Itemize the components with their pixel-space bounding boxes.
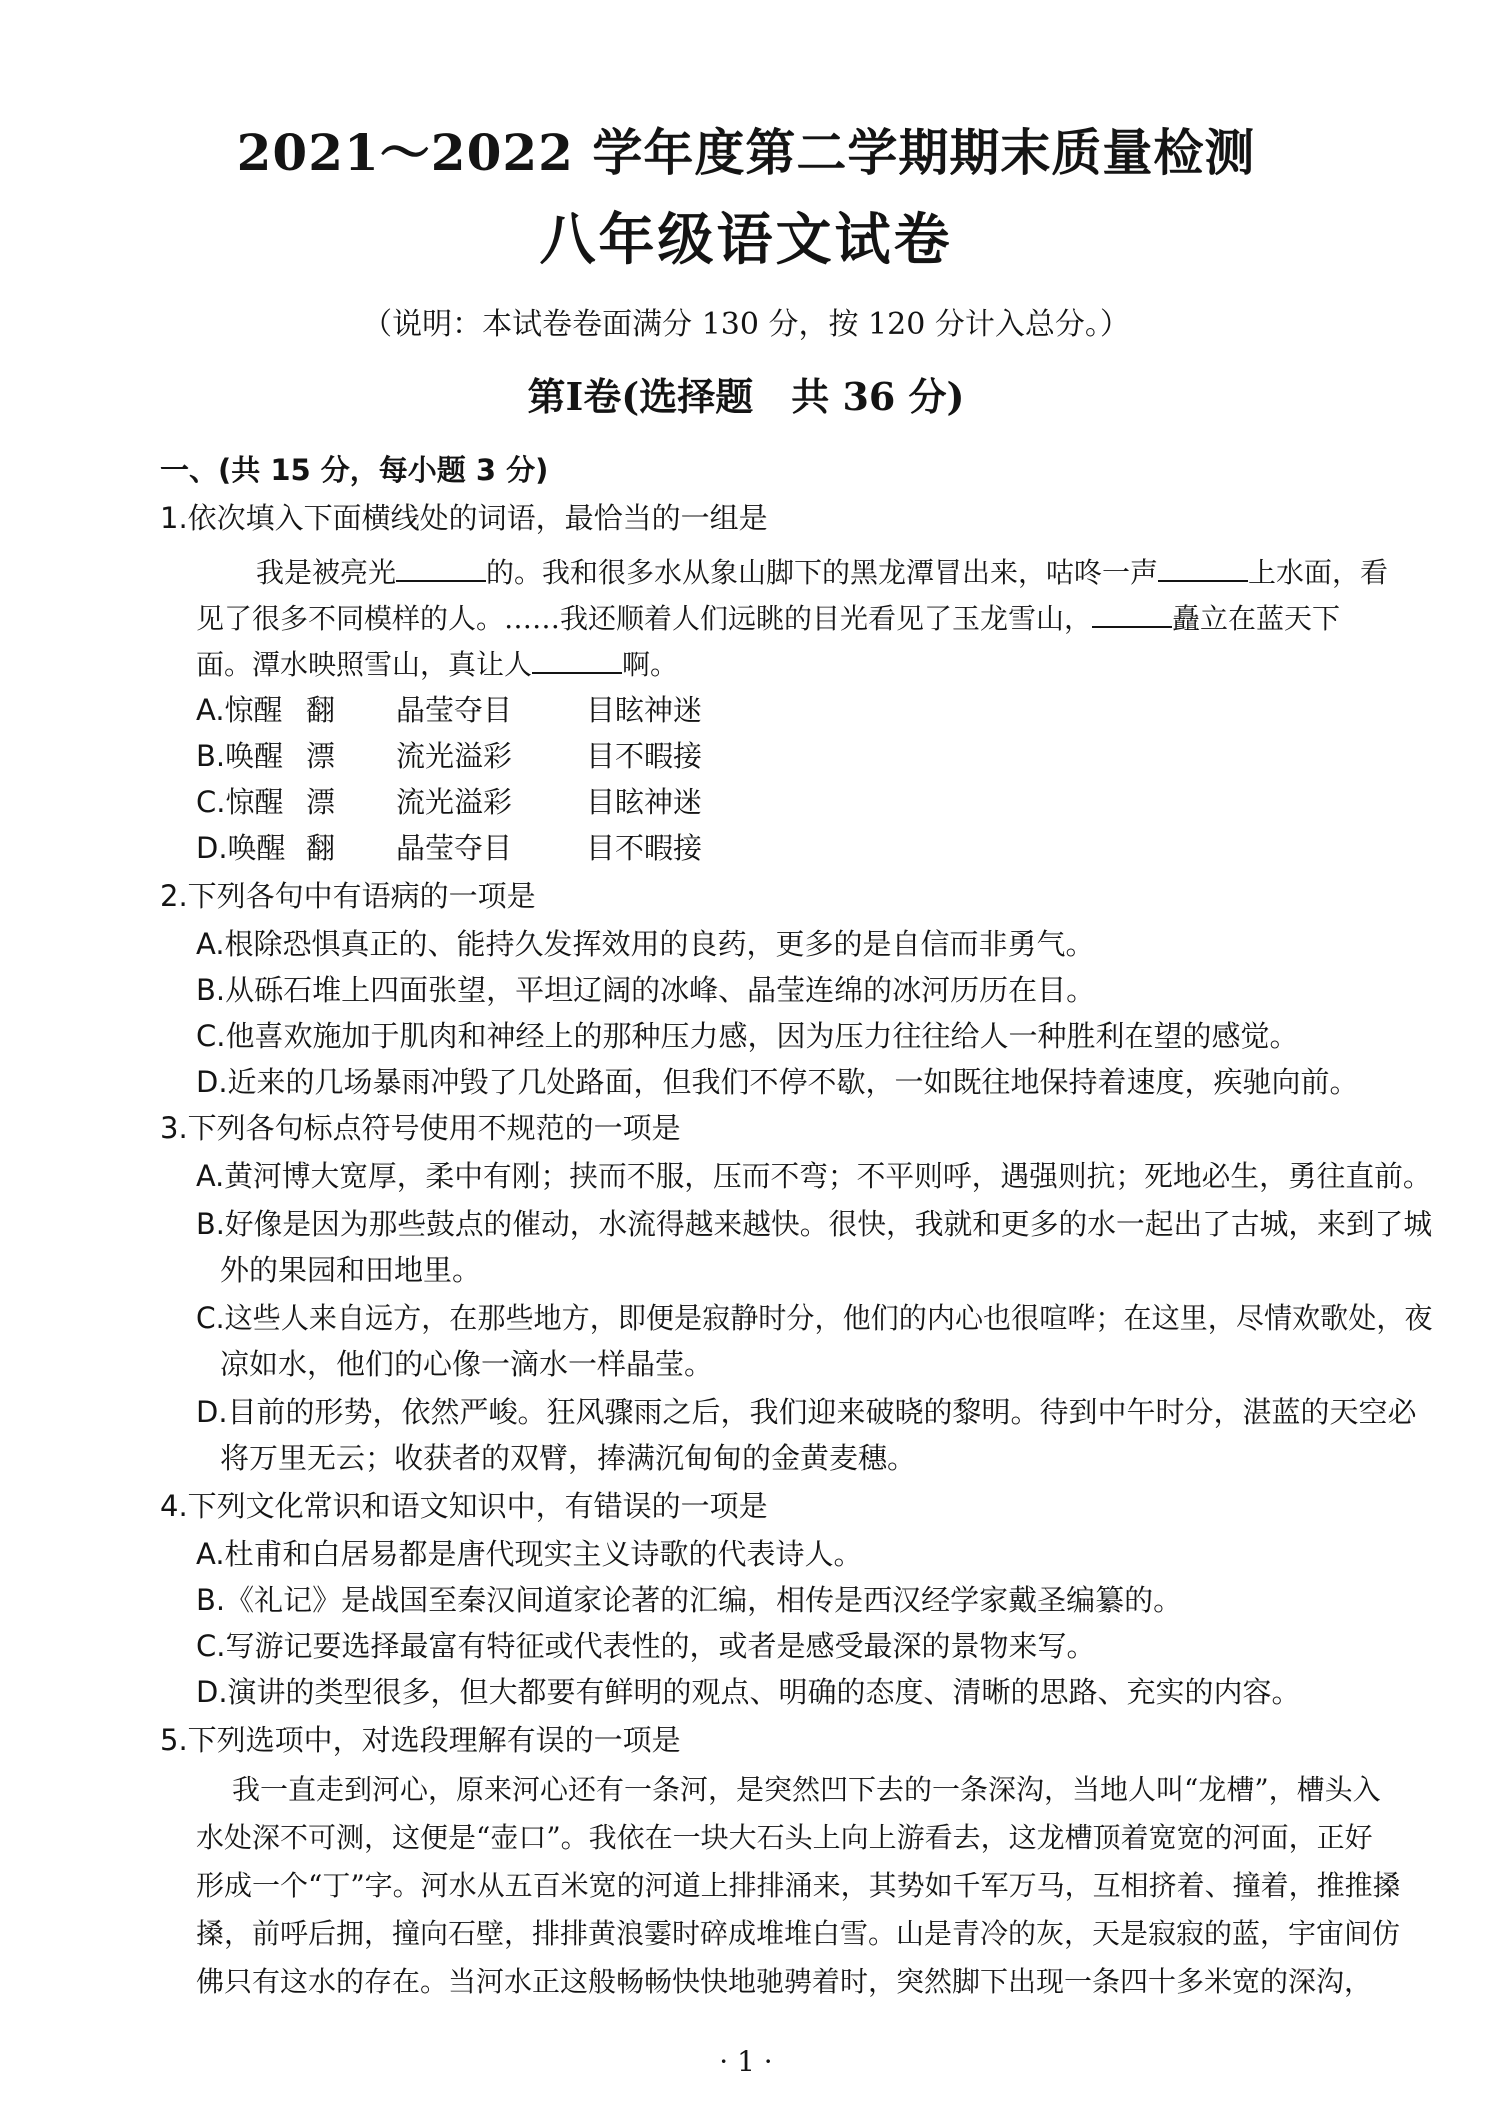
- option-word: B.唤醒: [196, 739, 284, 773]
- option-word: 漂: [306, 739, 336, 773]
- passage-text: 的。我和很多水从象山脚下的黑龙潭冒出来，咕咚一声: [486, 556, 1159, 589]
- question-4-option: B.《礼记》是战国至秦汉间道家论著的汇编，相传是西汉经学家戴圣编纂的。: [196, 1583, 1183, 1617]
- question-3-option: B.好像是因为那些鼓点的催动，水流得越来越快。很快，我就和更多的水一起出了古城，来到了城: [196, 1207, 1433, 1241]
- passage-text: 见了很多不同模样的人。……我还顺着人们远眺的目光看见了玉龙雪山，: [196, 602, 1093, 635]
- option-word: 翻: [306, 693, 336, 727]
- option-word: 漂: [306, 785, 336, 819]
- question-3-option-cont: 凉如水，他们的心像一滴水一样晶莹。: [220, 1347, 714, 1381]
- question-3-option: C.这些人来自远方，在那些地方，即便是寂静时分，他们的内心也很喧哗；在这里，尽情欢歌处，夜: [196, 1301, 1433, 1335]
- passage-text: 上水面，看: [1248, 556, 1389, 589]
- option-word: 目眩神迷: [586, 785, 703, 819]
- option-word: A.惊醒: [196, 693, 283, 727]
- question-5-passage-line: 水处深不可测，这便是“壶口”。我依在一块大石头上向上游看去，这龙槽顶着宽宽的河面，正好: [196, 1821, 1373, 1854]
- question-2-option: D.近来的几场暴雨冲毁了几处路面，但我们不停不歇，一如既往地保持着速度，疾驰向前。: [196, 1065, 1359, 1099]
- passage-text: 我是被亮光: [256, 556, 397, 589]
- question-1-stem: 1.依次填入下面横线处的词语，最恰当的一组是: [160, 501, 768, 535]
- question-1-option-b: [196, 739, 703, 773]
- option-word: 翻: [306, 831, 336, 865]
- passage-text: 面。潭水映照雪山，真让人: [196, 648, 533, 681]
- option-word: 目不暇接: [586, 739, 703, 773]
- question-4-option: A.杜甫和白居易都是唐代现实主义诗歌的代表诗人。: [196, 1537, 863, 1571]
- question-5-passage-line: 搡，前呼后拥，撞向石壁，排排黄浪霎时碎成堆堆白雪。山是青冷的灰，天是寂寂的蓝，宇宙间仿: [196, 1917, 1401, 1950]
- fill-blank: [532, 648, 622, 674]
- question-1-option-d: [196, 831, 703, 865]
- question-4-stem: 4.下列文化常识和语文知识中，有错误的一项是: [160, 1489, 768, 1523]
- question-5-passage-line: 我一直走到河心，原来河心还有一条河，是突然凹下去的一条深沟，当地人叫“龙槽”，槽头入: [232, 1773, 1381, 1806]
- question-3-option: A.黄河博大宽厚，柔中有刚；挟而不服，压而不弯；不平则呼，遇强则抗；死地必生，勇往直前。: [196, 1159, 1432, 1193]
- option-word: 流光溢彩: [396, 739, 513, 773]
- question-5-passage-line: 佛只有这水的存在。当河水正这般畅畅快快地驰骋着时，突然脚下出现一条四十多米宽的深沟，: [196, 1965, 1373, 1998]
- question-1-passage-line: [196, 648, 678, 679]
- section-heading: 一、(共 15 分，每小题 3 分): [160, 453, 549, 487]
- option-word: 目眩神迷: [586, 693, 703, 727]
- question-4-option: C.写游记要选择最富有特征或代表性的，或者是感受最深的景物来写。: [196, 1629, 1096, 1663]
- question-2-stem: 2.下列各句中有语病的一项是: [160, 879, 536, 913]
- question-2-option: B.从砾石堆上四面张望，平坦辽阔的冰峰、晶莹连绵的冰河历历在目。: [196, 973, 1096, 1007]
- fill-blank: [1092, 602, 1172, 628]
- question-1-passage-line: [196, 602, 1340, 633]
- option-word: 流光溢彩: [396, 785, 513, 819]
- passage-text: 啊。: [622, 648, 679, 681]
- exam-title-line2: 八年级语文试卷: [539, 207, 953, 273]
- option-word: D.唤醒: [196, 831, 286, 865]
- question-5-stem: 5.下列选项中，对选段理解有误的一项是: [160, 1723, 681, 1757]
- question-2-option: C.他喜欢施加于肌肉和神经上的那种压力感，因为压力往往给人一种胜利在望的感觉。: [196, 1019, 1299, 1053]
- option-word: C.惊醒: [196, 785, 284, 819]
- passage-text: 矗立在蓝天下: [1172, 602, 1341, 635]
- question-4-option: D.演讲的类型很多，但大都要有鲜明的观点、明确的态度、清晰的思路、充实的内容。: [196, 1675, 1301, 1709]
- fill-blank: [1158, 556, 1248, 582]
- question-1-passage-line: [256, 556, 1388, 587]
- question-1-option-a: [196, 693, 703, 727]
- question-5-passage-line: 形成一个“丁”字。河水从五百米宽的河道上排排涌来，其势如千军万马，互相挤着、撞着，推推搡: [196, 1869, 1401, 1902]
- question-3-option-cont: 将万里无云；收获者的双臂，捧满沉甸甸的金黄麦穗。: [220, 1441, 917, 1475]
- exam-note: （说明：本试卷卷面满分 130 分，按 120 分计入总分。）: [362, 307, 1130, 342]
- option-word: 目不暇接: [586, 831, 703, 865]
- question-1-option-c: [196, 785, 703, 819]
- question-3-option: D.目前的形势，依然严峻。狂风骤雨之后，我们迎来破晓的黎明。待到中午时分，湛蓝的天空必: [196, 1395, 1417, 1429]
- question-3-option-cont: 外的果园和田地里。: [220, 1253, 482, 1287]
- fill-blank: [396, 556, 486, 582]
- part-heading: 第Ⅰ卷(选择题 共 36 分): [527, 374, 965, 419]
- option-word: 晶莹夺目: [396, 693, 513, 727]
- option-word: 晶莹夺目: [396, 831, 513, 865]
- question-2-option: A.根除恐惧真正的、能持久发挥效用的良药，更多的是自信而非勇气。: [196, 927, 1095, 961]
- question-3-stem: 3.下列各句标点符号使用不规范的一项是: [160, 1111, 681, 1145]
- exam-title-line1: 2021～2022 学年度第二学期期末质量检测: [236, 123, 1256, 182]
- page-number: · 1 ·: [719, 2045, 773, 2078]
